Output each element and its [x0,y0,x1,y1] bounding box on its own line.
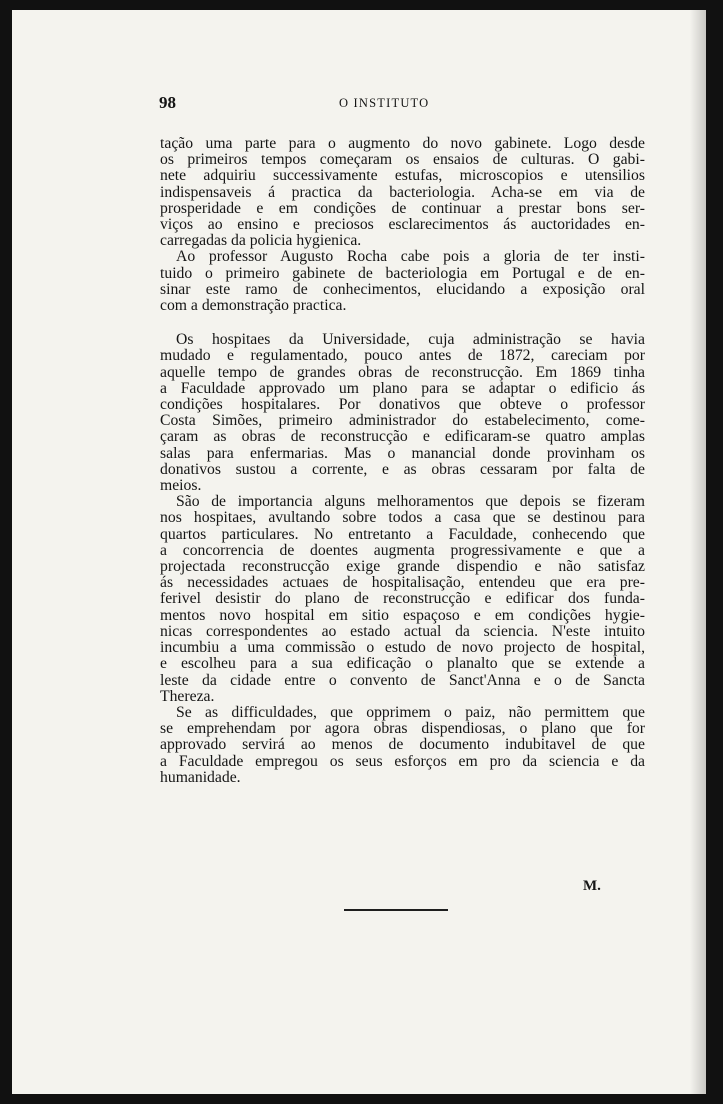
text-line: com a demonstração practica. [160,297,347,315]
text-line: a Faculdade empregou os seus esforços em pro da sciencia e da [160,752,645,770]
body-text [160,136,645,786]
page-edge-shadow [690,10,706,1094]
paragraph [160,136,645,249]
text-line: carregadas da policia hygienica. [160,232,362,250]
text-line: viços ao ensino e preciosos esclarecimentos ás auctoridades en- [160,216,645,234]
text-line: sinar este ramo de conhecimentos, elucidando a exposição oral [160,280,645,298]
text-line: ás necessidades actuaes de hospitalisação, entendeu que era pre- [160,574,645,592]
text-line: Os hospitaes da Universidade, cuja administração se havia [176,331,645,349]
text-line: a concorrencia de doentes augmenta progressivamente e que a [160,541,645,559]
text-line: a Faculdade approvado um plano para se adaptar o edificio ás [160,379,645,397]
paragraph-gap [160,314,645,332]
text-line: Se as difficuldades, que opprimem o paiz, não permittem que [176,703,645,721]
text-line: projectada reconstrucção exige grande dispendio e não satisfaz [160,558,645,576]
text-line: quartos particulares. No entretanto a Faculdade, conhecendo que [160,525,645,543]
text-line: condições hospitalares. Por donativos que obteve o professor [160,396,645,414]
text-line: çaram as obras de reconstrucção e edificaram-se quatro amplas [160,428,645,446]
text-line: Costa Simões, primeiro administrador do estabelecimento, come- [160,412,645,430]
text-line: nos hospitaes, avultando sobre todos a casa que se destinou para [160,509,645,527]
text-line: mentos novo hospital em sitio espaçoso e em condições hygie- [160,606,645,624]
text-line: ferivel desistir do plano de reconstrucção e edificar dos funda- [160,590,645,608]
text-line: aquelle tempo de grandes obras de reconstrucção. Em 1869 tinha [160,363,645,381]
section-end-rule [344,909,448,911]
text-line: prosperidade e em condições de continuar a prestar bons ser- [160,199,645,217]
text-line: mudado e regulamentado, pouco antes de 1872, careciam por [160,347,645,365]
text-line: meios. [160,477,202,495]
paragraph [160,249,645,314]
text-line: leste da cidade entre o convento de Sanct'Anna e o de Sancta [160,671,645,689]
text-line: nicas correspondentes ao estado actual da sciencia. N'este intuito [160,622,645,640]
text-line: São de importancia alguns melhoramentos que depois se fizeram [176,493,645,511]
running-title: O INSTITUTO [339,96,430,110]
text-line: tação uma parte para o augmento do novo gabinete. Logo desde [160,135,645,152]
text-line: incumbiu a uma commissão o estudo de novo projecto de hospital, [160,639,645,657]
text-line: salas para enfermarias. Mas o manancial donde provinham os [160,444,645,462]
text-line: humanidade. [160,768,241,786]
text-line: approvado servirá ao menos de documento indubitavel de que [160,736,645,754]
text-line: Ao professor Augusto Rocha cabe pois a gloria de ter insti- [176,248,645,266]
text-line: os primeiros tempos começaram os ensaios de culturas. O gabi- [160,151,645,169]
page-number: 98 [159,93,176,112]
scanned-page [12,10,706,1094]
text-line: nete adquiriu successivamente estufas, microscopios e utensilios [160,167,645,185]
text-line: tuido o primeiro gabinete de bacteriologia em Portugal e de en- [160,264,645,282]
paragraph [160,705,645,786]
text-line: donativos sustou a corrente, e as obras cessaram por falta de [160,460,645,478]
paragraph [160,494,645,705]
text-line: se emprehendam por agora obras dispendiosas, o plano que for [160,720,645,738]
paragraph [160,332,645,494]
page-header [159,93,609,117]
text-line: Thereza. [160,687,215,705]
author-signature: M. [583,878,601,894]
text-line: e escolheu para a sua edificação o planalto que se extende a [160,655,645,673]
text-line: indispensaveis á practica da bacteriologia. Acha-se em via de [160,183,645,201]
